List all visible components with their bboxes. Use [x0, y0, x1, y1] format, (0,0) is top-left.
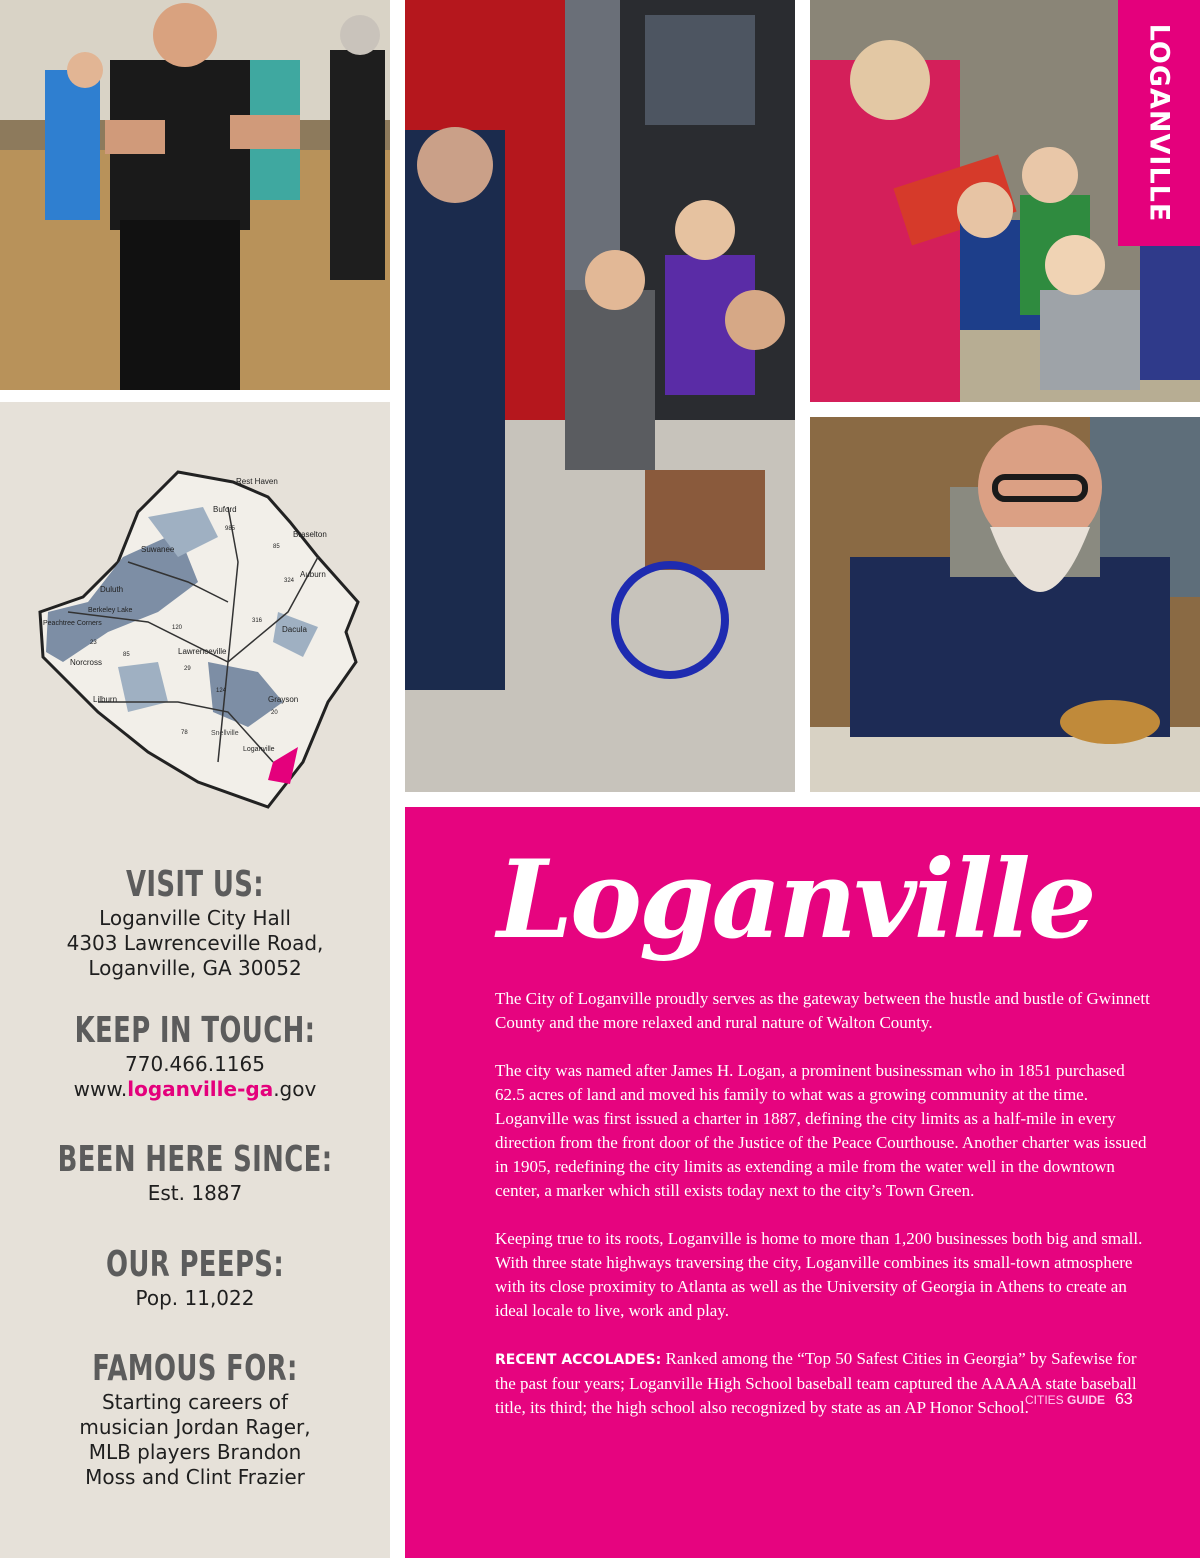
route-20: 20	[271, 710, 278, 716]
article-title: Loganville	[497, 837, 1094, 963]
address-line-3: Loganville, GA 30052	[88, 956, 302, 980]
map-label-peachtree-corners: Peachtree Corners	[43, 620, 102, 627]
sidebar	[0, 402, 390, 1558]
visit-us-heading: VISIT US:	[125, 864, 265, 905]
famous-line-3: MLB players Brandon	[88, 1440, 302, 1464]
accolades-label: RECENT ACCOLADES:	[495, 1352, 662, 1368]
route-85-south: 85	[123, 652, 130, 658]
map-label-lawrenceville: Lawrenceville	[178, 647, 227, 656]
page-footer	[1025, 1391, 1133, 1409]
photo-exercise-class	[0, 0, 390, 390]
accolades-text: Ranked among the “Top 50 Safest Cities in Georgia” by Safewise for the past four years; Loganville High School baseball team captured the AAAAA state baseball title, its third; the high school also recognized by state as an AP Honor School.	[495, 1349, 1137, 1417]
visit-us-block	[0, 864, 390, 981]
publication-prefix: CITIES	[1025, 1393, 1068, 1407]
our-peeps-heading: OUR PEEPS:	[105, 1244, 285, 1285]
our-peeps-block	[0, 1244, 390, 1311]
phone-number: 770.466.1165	[125, 1052, 265, 1076]
route-85-north: 85	[273, 544, 280, 550]
route-324: 324	[284, 578, 295, 584]
website-link[interactable]	[0, 1077, 390, 1102]
route-316: 316	[252, 618, 263, 624]
address-line-2: 4303 Lawrenceville Road,	[66, 931, 324, 955]
established-year: Est. 1887	[147, 1181, 243, 1205]
accolades-paragraph	[495, 1347, 1155, 1420]
map-label-loganville: Loganville	[243, 746, 275, 753]
website-suffix: .gov	[273, 1077, 317, 1101]
page-number: 63	[1115, 1391, 1133, 1408]
map-label-buford: Buford	[213, 505, 237, 514]
map-label-duluth: Duluth	[100, 585, 124, 594]
map-label-braselton: Braselton	[293, 530, 327, 539]
route-124: 124	[216, 688, 227, 694]
section-tab	[1118, 0, 1200, 246]
map-label-dacula: Dacula	[282, 625, 307, 634]
route-29: 29	[184, 666, 191, 672]
famous-line-4: Moss and Clint Frazier	[85, 1465, 305, 1489]
map-label-suwanee: Suwanee	[141, 545, 175, 554]
article-paragraph-3: Keeping true to its roots, Loganville is home to more than 1,200 businesses both big and small. With three state highways traversing the city, Loganville combines its small-town atmosphere with its close proximity to Atlanta as well as the University of Georgia in Athens to create an ideal locale to live, work and play.	[495, 1229, 1143, 1320]
photo-firefighter-with-kids	[405, 0, 795, 792]
route-985: 985	[225, 526, 236, 532]
gwinnett-county-map	[28, 462, 368, 814]
map-label-snellville: Snellville	[211, 730, 239, 737]
keep-in-touch-heading: KEEP IN TOUCH:	[74, 1010, 316, 1051]
keep-in-touch-block	[0, 1010, 390, 1102]
website-prefix: www.	[73, 1077, 128, 1101]
famous-line-1: Starting careers of	[101, 1390, 289, 1414]
population: Pop. 11,022	[135, 1286, 255, 1310]
been-here-since-block	[0, 1139, 390, 1206]
section-tab-label: LOGANVILLE	[1143, 23, 1175, 223]
map-label-rest-haven: Rest Haven	[236, 477, 278, 486]
route-23: 23	[90, 640, 97, 646]
website-domain: loganville-ga	[127, 1077, 274, 1101]
map-label-lilburn: Lilburn	[93, 695, 118, 704]
article-paragraph-2: The city was named after James H. Logan, a prominent businessman who in 1851 purchased 62.5 acres of land and moved his family to what was a growing community at the time. Loganville was first issued a charter in 1887, defining the city limits as a half-mile in every direction from the front door of the Justice of the Peace Courthouse. Another charter was issued in 1905, redefining the city limits as extending a mile from the water well in the downtown center, a marker which still exists today next to the city’s Town Green.	[495, 1061, 1147, 1200]
article-body	[495, 987, 1155, 1444]
article-paragraph-1: The City of Loganville proudly serves as the gateway between the hustle and bustle of Gwinnett County and the more relaxed and rural nature of Walton County.	[495, 989, 1150, 1032]
photo-craftsman-at-work	[810, 417, 1200, 792]
route-78: 78	[181, 730, 188, 736]
famous-for-heading: FAMOUS FOR:	[92, 1348, 298, 1389]
famous-line-2: musician Jordan Rager,	[79, 1415, 311, 1439]
been-here-since-heading: BEEN HERE SINCE:	[57, 1139, 333, 1180]
map-label-grayson: Grayson	[268, 695, 299, 704]
route-120: 120	[172, 625, 183, 631]
map-label-berkeley-lake: Berkeley Lake	[88, 607, 133, 614]
article-panel	[405, 807, 1200, 1558]
map-label-auburn: Auburn	[300, 570, 326, 579]
publication-bold: GUIDE	[1067, 1393, 1106, 1407]
address-line-1: Loganville City Hall	[99, 906, 291, 930]
map-label-norcross: Norcross	[70, 658, 103, 667]
famous-for-block	[0, 1348, 390, 1490]
